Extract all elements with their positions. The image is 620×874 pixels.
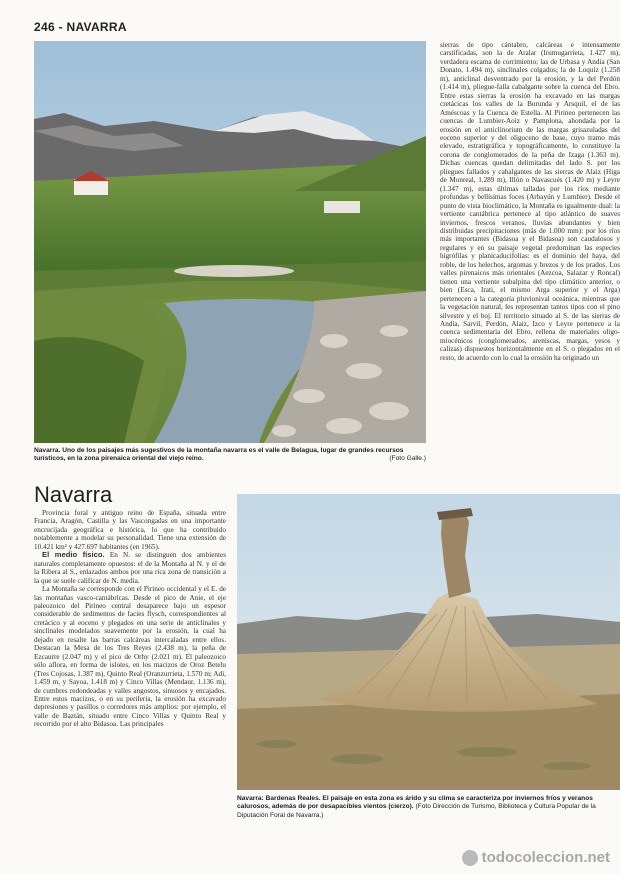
photo1-credit: (Foto Galle.) [389, 455, 426, 463]
photo1-caption-text: Uno de los paisajes más sugestivos de la montaña navarra es el valle de Belagua, lugar de grandes recursos turísticos, en la zona pirenaica oriental del viejo reino. [34, 447, 404, 463]
photo2-caption-lead: Navarra: [237, 795, 264, 802]
medio-heading: El medio físico. [42, 550, 105, 560]
photo1-caption-lead: Navarra. [34, 447, 61, 454]
medio-paragraph [34, 551, 226, 585]
medio-text: En N. se distinguen dos ambientes naturales completamente opuestos: el de la Montaña al N. y el de la Ribera al S., enlazados ambos por una rica zona de transición a la que se suele calificar de N. media. [34, 551, 226, 585]
section-name: NAVARRA [66, 20, 127, 34]
page-header [34, 20, 127, 34]
right-column-paragraph: sierras de tipo cántabro, calcáreas e intensamente carstificadas, son la de Aralar (Irumugarrieta, 1.427 m), verdadera escama de corrimiento; las de Urbasa y Andía (San Donato, 1.494 m), sinclinales colgados; la de Loquiz (1.258 m), anticlinal desventrado por la erosión, y la del Perdón (1.414 m), pliegue-falla cabalgante sobre la cuenca del Ebro. Entre estas sierras la erosión ha excavado en las margas cretácicas los valles de la Burunda y Arsquil, el de las Améscoas y la Cuenca de Estella. Al Pirineo pertenecen las cuencas de Lumbier-Aoiz y Pamplona, ahondada por la erosión en el anticlinorium de las margas grisazuladas del eoceno superior y del oligoceno de base, cuyo tramo más elevado, estratigráfica y topográficamente, lo constituye la corona de conglomerados de la peña de Izaga (1.363 m). Dichas cuencas quedan delimitadas del lado S. por los pliegues fallados y cabalgantes de las sierras de Alaiz (Higa de Monreal, 1.289 m), Illón o Navascués (1.420 m) y Leyre (1.347 m), estas últimas talladas por los ríos mediante profundas y bellísimas foces (Arbayún y Lumbier). Desde el punto de vista bioclimático, la Montaña es igualmente dual: la vertiente cantábrica pertenece al tipo atlántico de suaves inviernos, frescos veranos, lluvias abundantes y bien distribuidas precipitaciones (más de 1.000 mm): por los ríos más importantes (Bidasoa y el Bidasoa) son caudalosos y regulares y en su paisaje vegetal predominan las especies higrófilas y planicaducifolias: es el dominio del haya, del roble, de los helechos, argomas y brezos y de los prados. Los valles pirenaicos más orientales (Aezcoa, Salazar y Roncal) tienen una vertiente subalpina del tipo climático anterior, o bien (Esca, Irati, el mismo Arga superior y el Arga) pertenecen a la categoría pluvionival oceánica, mientras que la vegetación natural, les representan tantos tipos con el pino silvestre y el boj. El territorio situado al S. de las sierras de Andía, Sarvil, Perdón, Alaiz, Izco y Leyre pertenece a la cuenca sedimentaria del Ebro, rellena de materiales oligo-miocénicos (conglomerados, areniscas, margas, yesos y calizas) dispuestos horizontalmente en el S. o plegados en el resto, de acuerdo con lo cual la erosión ha originado un [440, 41, 620, 362]
photo1-caption [34, 447, 426, 464]
watermark-logo-icon [462, 850, 478, 866]
page-number: 246 [34, 20, 55, 34]
intro-paragraph: Provincia foral y antiguo reino de España, situada entre Francia, Aragón, Castilla y las Vascongadas en una importante encrucijada geográfica e histórica, lo que ha contribuido notablemente a modelar su personalidad. Tiene una extensión de 10.421 km² y 427.697 habitantes (en 1965). [34, 509, 226, 551]
photo-bardenas-reales [237, 494, 620, 790]
watermark [462, 849, 610, 866]
montana-paragraph: La Montaña se corresponde con el Pirineo occidental y el E. de las montañas vasco-cantábricas. Desde el pico de Anie, el eje paleozoico del Pirineo central desaparece bajo un espesor considerable de sedimentos de facies flysch, correspondientes al cretácico y al eoceno y plegados en una serie de anticlinales y sinclinales modelados suavemente por la erosión, la cual ha dejado en resalte las barras calcáreas intercaladas entre ellos. Destacan la Mesa de los Tres Reyes (2.438 m), la peña de Ezcaurre (2.047 m) y el pico de Orhy (2.021 m). El paleozoico sólo aflora, en forma de islotes, en los macizos de Oroz Betelu (Tres Cojosas, 1.387 m), Quinto Real (Oranzurrieta, 1.570 m; Adi, 1.459 m, y Sayoa, 1.418 m) y Cinco Villas (Mendaur, 1.136 m), de cumbres redondeadas y valles angostos, sinuosos y encajados. Entre estos macizos, o en su periferia, la erosión ha excavado depresiones y pasillos o corredores más amplios: por ejemplo, el valle de Baztán, situado entre Cinco Villas y Quinto Real y recorrido por el alto Bidasoa. Las principales [34, 585, 226, 729]
photo2-caption-text: Bardenas Reales. El paisaje en esta zona es árido y su clima se caracteriza por inviernos fríos y veranos calurosos, además de por desapacibles vientos (cierzo). [237, 795, 593, 811]
watermark-text: todocoleccion.net [481, 848, 610, 866]
header-separator: - [58, 20, 63, 34]
photo2-credit: (Foto Dirección de Turismo, Biblioteca y Cultura Popular de la Diputación Foral de Navarra.) [237, 803, 596, 819]
left-column-text [34, 509, 226, 829]
photo2-caption [237, 795, 620, 820]
article-title: Navarra [34, 482, 113, 507]
photo-belagua-valley [34, 41, 426, 443]
right-column-text [440, 41, 620, 471]
